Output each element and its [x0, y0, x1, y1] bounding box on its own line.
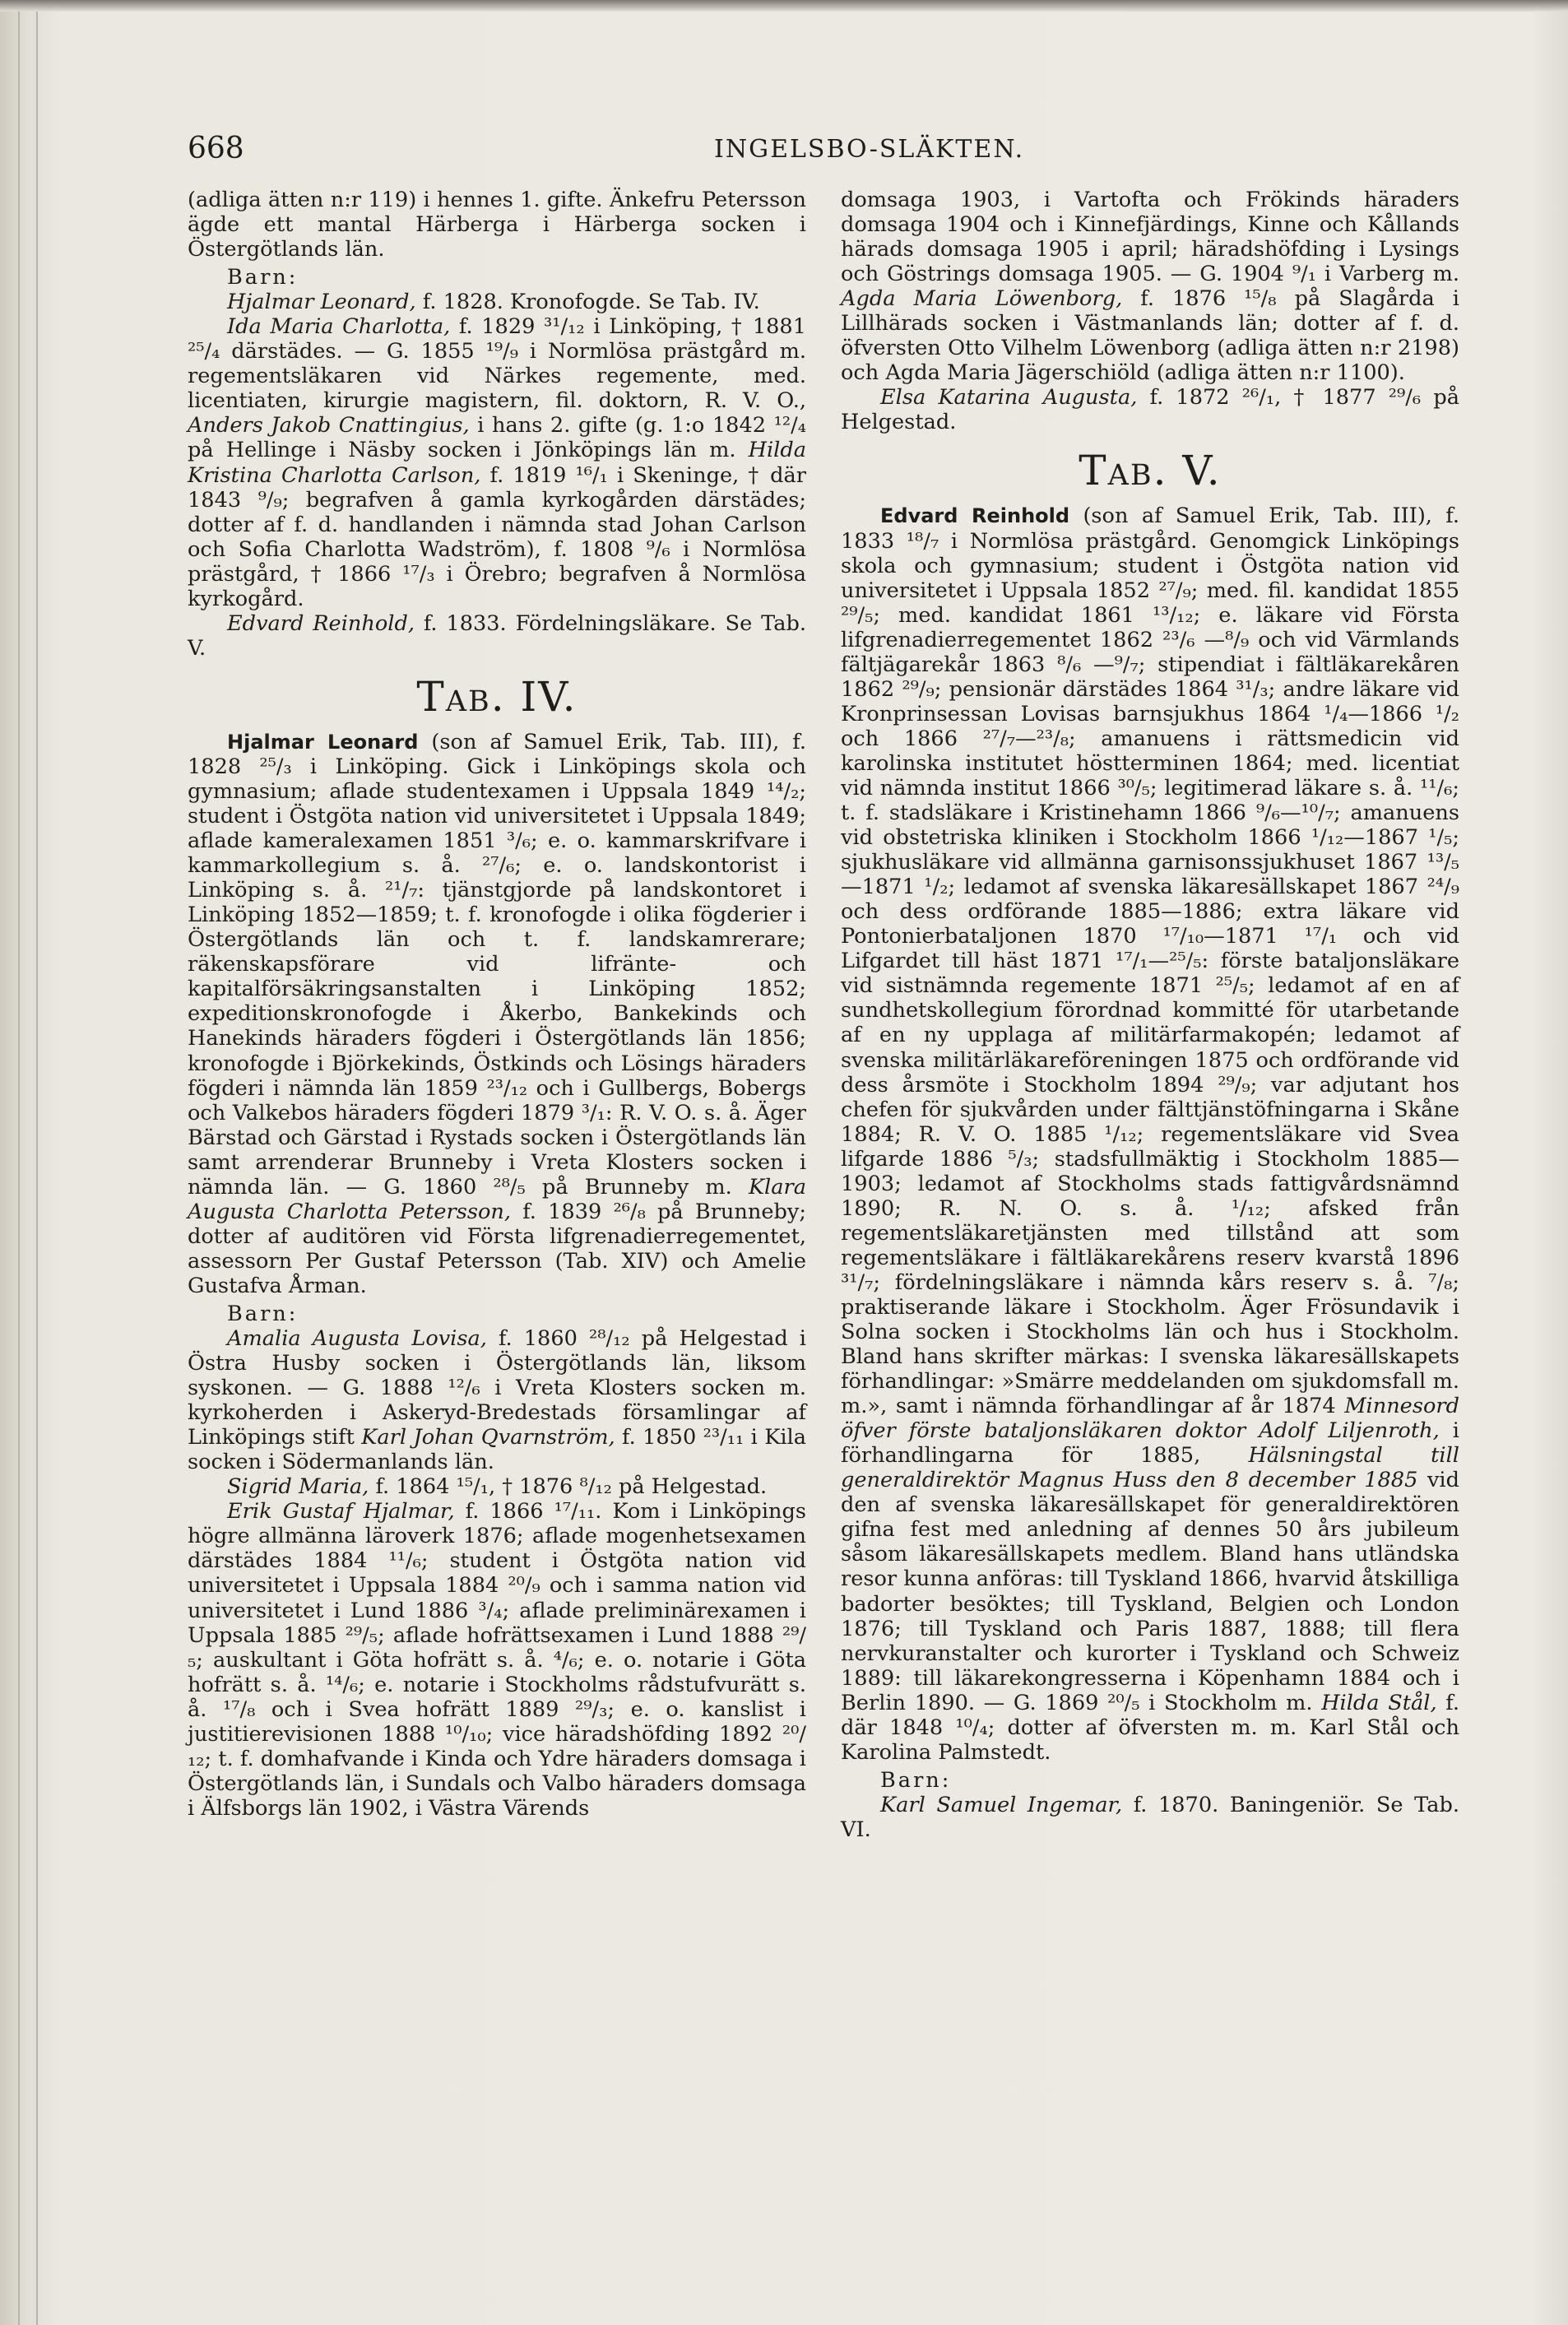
page-header [188, 132, 1422, 168]
entry-edvard-reinhold: Edvard Reinhold, f. 1833. Fördelningsläkare. Se Tab. V. [188, 610, 806, 661]
entry-ida-maria-charlotta: Ida Maria Charlotta, f. 1829 ³¹/₁₂ i Linköping, † 1881 ²⁵/₄ därstädes. — G. 1855 ¹⁹/₉ i Normlösa prästgård m. regementsläkaren vid Närkes regemente, med. licentiaten, kirurgie magistern, fil. doktorn, R. V. O., Anders Jakob Cnattingius, i hans 2. gifte (g. 1:o 1842 ¹²/₄ på Hellinge i Näsby socken i Jönköpings län m. Hilda Kristina Charlotta Carlson, f. 1819 ¹⁶/₁ i Skeninge, † där 1843 ⁹/₉; begrafven å gamla kyrkogården därstädes; dotter af f. d. handlanden i nämnda stad Johan Carlson och Sofia Charlotta Wadström), f. 1808 ⁹/₆ i Normlösa prästgård, † 1866 ¹⁷/₃ i Örebro; begrafven å Normlösa kyrkogård. [188, 314, 806, 611]
entry-erik-gustaf-hjalmar: Erik Gustaf Hjalmar, f. 1866 ¹⁷/₁₁. Kom i Linköpings högre allmänna läroverk 1876; aflade mogenhetsexamen därstädes 1884 ¹¹/₆; student i Östgöta nation vid universitetet i Uppsala 1884 ²⁰/₉ och i samma nation vid universitetet i Lund 1886 ³/₄; aflade preliminärexamen i Uppsala 1885 ²⁹/₅; aflade hofrättsexamen i Lund 1888 ²⁹/₅; auskultant i Göta hofrätt s. å. ⁴/₆; e. o. notarie i Göta hofrätt s. å. ¹⁴/₆; e. notarie i Stockholms rådstufvurätt s. å. ¹⁷/₈ och i Svea hofrätt 1889 ²⁹/₃; e. o. kanslist i justitierevisionen 1888 ¹⁰/₁₀; vice häradshöfding 1892 ²⁰/₁₂; t. f. domhafvande i Kinda och Ydre häraders domsaga i Östergötlands län, i Sundals och Valbo häraders domsaga i Älfsborgs län 1902, i Västra Värends [188, 1499, 807, 1821]
person-name: Ida Maria Charlotta, [227, 314, 451, 340]
person-name: Amalia Augusta Lovisa, [227, 1326, 487, 1352]
person-name: Agda Maria Löwenborg, [841, 286, 1123, 312]
publication-title: Minnesord öfver förste bataljonsläkaren doktor Adolf Liljenroth, [841, 1394, 1459, 1444]
section-heading-tab-v: Tab. V. [1079, 447, 1222, 495]
entry-sigrid-maria: Sigrid Maria, f. 1864 ¹⁵/₁, † 1876 ⁸/₁₂ på Helgestad. [227, 1474, 768, 1500]
paragraph-continued: domsaga 1903, i Vartofta och Frökinds häraders domsaga 1904 och i Kinnefjärdings, Kinne och Kållands härads domsaga 1905 i april; häradshöfding i Lysings och Göstrings domsaga 1905. — G. 1904 ⁹/₁ i Varberg m. Agda Maria Löwenborg, f. 1876 ¹⁵/₈ på Slagårda i Lillhärads socken i Västmanlands län; dotter af f. d. öfversten Otto Vilhelm Löwenborg (adliga ätten n:r 2198) och Agda Maria Jägerschiöld (adliga ätten n:r 1100). [841, 188, 1459, 386]
person-name: Karl Johan Qvarnström, [361, 1425, 615, 1450]
children-heading: Barn: [880, 1767, 952, 1793]
person-name: Erik Gustaf Hjalmar, [227, 1499, 455, 1524]
running-head: INGELSBO-SLÄKTEN. [714, 135, 1025, 164]
person-name: Hjalmar Leonard, [227, 290, 416, 315]
person-name: Hilda Stål, [1321, 1690, 1437, 1715]
entry-karl-samuel-ingemar: Karl Samuel Ingemar, f. 1870. Baningeniör. Se Tab. VI. [841, 1792, 1459, 1842]
section-heading-tab-iv: Tab. IV. [416, 672, 578, 721]
children-heading: Barn: [227, 1301, 299, 1326]
scan-top-edge [0, 0, 1568, 12]
biography-hjalmar-leonard: Hjalmar Leonard (son af Samuel Erik, Tab. III), f. 1828 ²⁵/₃ i Linköping. Gick i Linköpings skola och gymnasium; aflade studentexamen i Uppsala 1849 ¹⁴/₂; student i Östgöta nation vid universitetet i Uppsala 1849; aflade kameralexamen 1851 ³/₆; e. o. kammarskrifvare i kammarkollegium s. å. ²⁷/₆; e. o. landskontorist i Linköping s. å. ²¹/₇: tjänstgjorde på landskontoret i Linköping 1852—1859; t. f. kronofogde i olika fögderier i Östergötlands län och t. f. landskamrerare; räkenskapsförare vid lifränte- och kapitalförsäkringsanstalten i Linköping 1852; expeditionskronofogde i Åkerbo, Bankekinds och Hanekinds häraders fögderi i Östergötlands län 1856; kronofogde i Björkekinds, Östkinds och Lösings häraders fögderi i nämnda län 1859 ²³/₁₂ och i Gullbergs, Bobergs och Valkebos häraders fögderi 1879 ³/₁: R. V. O. s. å. Äger Bärstad och Gärstad i Rystads socken i Östergötlands län samt arrenderar Brunneby i Vreta Klosters socken i nämnda län. — G. 1860 ²⁸/₅ på Brunneby m. Klara Augusta Charlotta Petersson, f. 1839 ²⁶/₈ på Brunneby; dotter af auditören vid Första lifgrenadierregementet, assessorn Per Gustaf Petersson (Tab. XIV) och Amelie Gustafva Årman. [188, 729, 807, 1298]
person-name: Hilda Kristina Charlotta Carlson, [188, 438, 806, 488]
left-column [188, 188, 806, 1821]
children-heading: Barn: [227, 265, 299, 290]
person-name: Karl Samuel Ingemar, [880, 1792, 1123, 1817]
entry-elsa-katarina-augusta: Elsa Katarina Augusta, f. 1872 ²⁶/₁, † 1877 ²⁹/₆ på Helgestad. [841, 385, 1460, 435]
right-column [841, 188, 1459, 1842]
person-name: Anders Jakob Cnattingius, [188, 413, 470, 439]
entry-amalia-augusta-lovisa: Amalia Augusta Lovisa, f. 1860 ²⁸/₁₂ på Helgestad i Östra Husby socken i Östergötlands län, liksom syskonen. — G. 1888 ¹²/₆ i Vreta Klosters socken m. kyrkoherden i Askeryd-Bredestads församlingar af Linköpings stift Karl Johan Qvarnström, f. 1850 ²³/₁₁ i Kila socken i Södermanlands län. [188, 1326, 807, 1475]
page-number: 668 [188, 132, 244, 165]
person-name-bold: Edvard Reinhold [880, 504, 1070, 528]
person-name: Elsa Katarina Augusta, [880, 385, 1138, 411]
person-name: Klara Augusta Charlotta Petersson, [188, 1174, 806, 1224]
person-name: Sigrid Maria, [227, 1474, 369, 1500]
book-binding-edge [0, 0, 59, 2325]
publication-title: Hälsningstal till generaldirektör Magnus Huss den 8 december 1885 [841, 1443, 1459, 1493]
paragraph: (adliga ätten n:r 119) i hennes 1. gifte. Änkefru Petersson ägde ett mantal Härberga i Härberga socken i Östergötlands län. [188, 188, 806, 262]
entry-hjalmar-leonard: Hjalmar Leonard, f. 1828. Kronofogde. Se Tab. IV. [227, 290, 760, 315]
person-name: Edvard Reinhold, [227, 610, 415, 636]
biography-edvard-reinhold: Edvard Reinhold (son af Samuel Erik, Tab. III), f. 1833 ¹⁸/₇ i Normlösa prästgård. Genomgick Linköpings skola och gymnasium; student i Östgöta nation vid universitetet i Uppsala 1852 ²⁷/₉; med. fil. kandidat 1855 ²⁹/₅; med. kandidat 1861 ¹³/₁₂; e. läkare vid Första lifgrenadierregementet 1862 ²³/₆ —⁸/₉ och vid Värmlands fältjägarekår 1863 ⁸/₆ —⁹/₇; stipendiat i fältläkarekåren 1862 ²⁹/₉; pensionär därstädes 1864 ³¹/₃; andre läkare vid Kronprinsessan Lovisas barnsjukhus 1864 ¹/₄—1866 ¹/₂ och 1866 ²⁷/₇—²³/₈; amanuens i rättsmedicin vid karolinska institutet höstterminen 1864; med. licentiat vid nämnda institut 1866 ³⁰/₅; legitimerad läkare s. å. ¹¹/₆; t. f. stadsläkare i Kristinehamn 1866 ⁹/₆—¹⁰/₇; amanuens vid obstetriska kliniken i Stockholm 1866 ¹/₁₂—1867 ¹/₅; sjukhusläkare vid allmänna garnisonssjukhuset 1867 ¹³/₅—1871 ¹/₂; ledamot af svenska läkaresällskapet 1867 ²⁴/₉ och dess ordförande 1885—1886; extra läkare vid Pontonierbataljonen 1870 ¹⁷/₁₀—1871 ¹⁷/₁ och vid Lifgardet till häst 1871 ¹⁷/₁—²⁵/₅: förste bataljonsläkare vid sistnämnda regemente 1871 ²⁵/₅; ledamot af en af sundhetskollegium förordnad kommitté för utarbetande af en ny upplaga af militärfarmakopén; ledamot af svenska militärläkareföreningen 1875 och ordförande vid dess årsmöte i Stockholm 1894 ²⁹/₉; var adjutant hos chefen för sjukvården under fälttjänstöfningarna i Skåne 1884; R. V. O. 1885 ¹/₁₂; regementsläkare vid Svea lifgarde 1886 ⁵/₃; stadsfullmäktig i Stockholm 1885—1903; ledamot af Stockholms stads fattigvårdsnämnd 1890; R. N. O. s. å. ¹/₁₂; afsked från regementsläkaretjänsten med tillstånd att som regementsläkare i fältläkarekårens reserv kvarstå 1896 ³¹/₇; fördelningsläkare i nämnda kårs reserv s. å. ⁷/₈; praktiserande läkare i Stockholm. Äger Frösundavik i Solna socken i Stockholms län och hus i Stockholm. Bland hans skrifter märkas: I svenska läkaresällskapets förhandlingar: »Smärre meddelanden om sjukdomsfall m. m.», samt i nämnda förhandlingar af år 1874 Minnesord öfver förste bataljonsläkaren doktor Adolf Liljenroth, i förhandlingarna för 1885, Hälsningstal till generaldirektör Magnus Huss den 8 december 1885 vid den af svenska läkaresällskapet för generaldirektören gifna fest med anledning af dennes 50 års jubileum såsom läkaresällskapets medlem. Bland hans utländska resor kunna anföras: till Tyskland 1866, hvarvid åtskilliga badorter besöktes; till Tyskland, Belgien och London 1876; till Tyskland och Paris 1887, 1888; till flera nervkuranstalter och kurorter i Tyskland och Schweiz 1889: till läkarekongresserna i Köpenhamn 1884 och i Berlin 1890. — G. 1869 ²⁰/₅ i Stockholm m. Hilda Stål, f. där 1848 ¹⁰/₄; dotter af öfversten m. m. Karl Stål och Karolina Palmstedt. [841, 504, 1460, 1765]
person-name-bold: Hjalmar Leonard [227, 730, 419, 754]
